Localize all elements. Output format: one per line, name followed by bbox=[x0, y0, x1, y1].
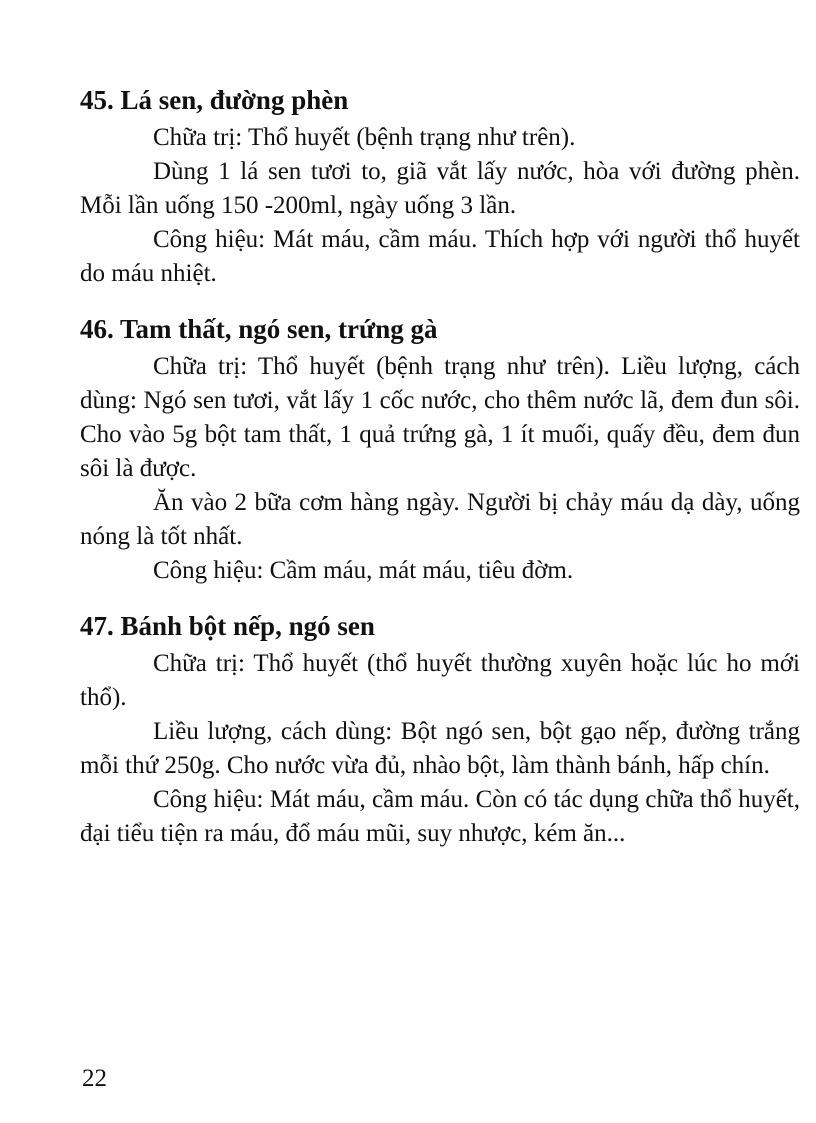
section-title: 47. Bánh bột nếp, ngó sen bbox=[80, 611, 375, 641]
section-45 bbox=[80, 80, 800, 291]
paragraph: Công hiệu: Mát máu, cầm máu. Còn có tác dụng chữa thổ huyết, đại tiểu tiện ra máu, đổ máu mũi, suy nhược, kém ăn... bbox=[80, 786, 800, 847]
paragraph: Dùng 1 lá sen tươi to, giã vắt lấy nước, hòa với đường phèn. Mỗi lần uống 150 -200ml, ngày uống 3 lần. bbox=[80, 158, 800, 219]
section-46 bbox=[80, 309, 800, 588]
paragraph: Chữa trị: Thổ huyết (thổ huyết thường xuyên hoặc lúc ho mới thổ). bbox=[80, 650, 800, 711]
page-content bbox=[80, 80, 800, 851]
paragraph: Công hiệu: Mát máu, cầm máu. Thích hợp với người thổ huyết do máu nhiệt. bbox=[80, 226, 800, 287]
paragraph: Liều lượng, cách dùng: Bột ngó sen, bột gạo nếp, đường trắng mỗi thứ 250g. Cho nước vừa đủ, nhào bột, làm thành bánh, hấp chín. bbox=[80, 718, 800, 779]
page-number: 22 bbox=[82, 1065, 107, 1092]
paragraph: Ăn vào 2 bữa cơm hàng ngày. Người bị chảy máu dạ dày, uống nóng là tốt nhất. bbox=[80, 489, 800, 550]
paragraph: Chữa trị: Thổ huyết (bệnh trạng như trên). Liều lượng, cách dùng: Ngó sen tươi, vắt lấy 1 cốc nước, cho thêm nước lã, đem đun sôi. Cho vào 5g bột tam thất, 1 quả trứng gà, 1 ít muối, quấy đều, đem đun sôi là được. bbox=[80, 353, 800, 482]
paragraph: Công hiệu: Cầm máu, mát máu, tiêu đờm. bbox=[153, 557, 574, 584]
paragraph: Chữa trị: Thổ huyết (bệnh trạng như trên). bbox=[153, 124, 576, 151]
section-47 bbox=[80, 606, 800, 851]
section-title: 45. Lá sen, đường phèn bbox=[80, 85, 349, 115]
section-title: 46. Tam thất, ngó sen, trứng gà bbox=[80, 314, 438, 344]
